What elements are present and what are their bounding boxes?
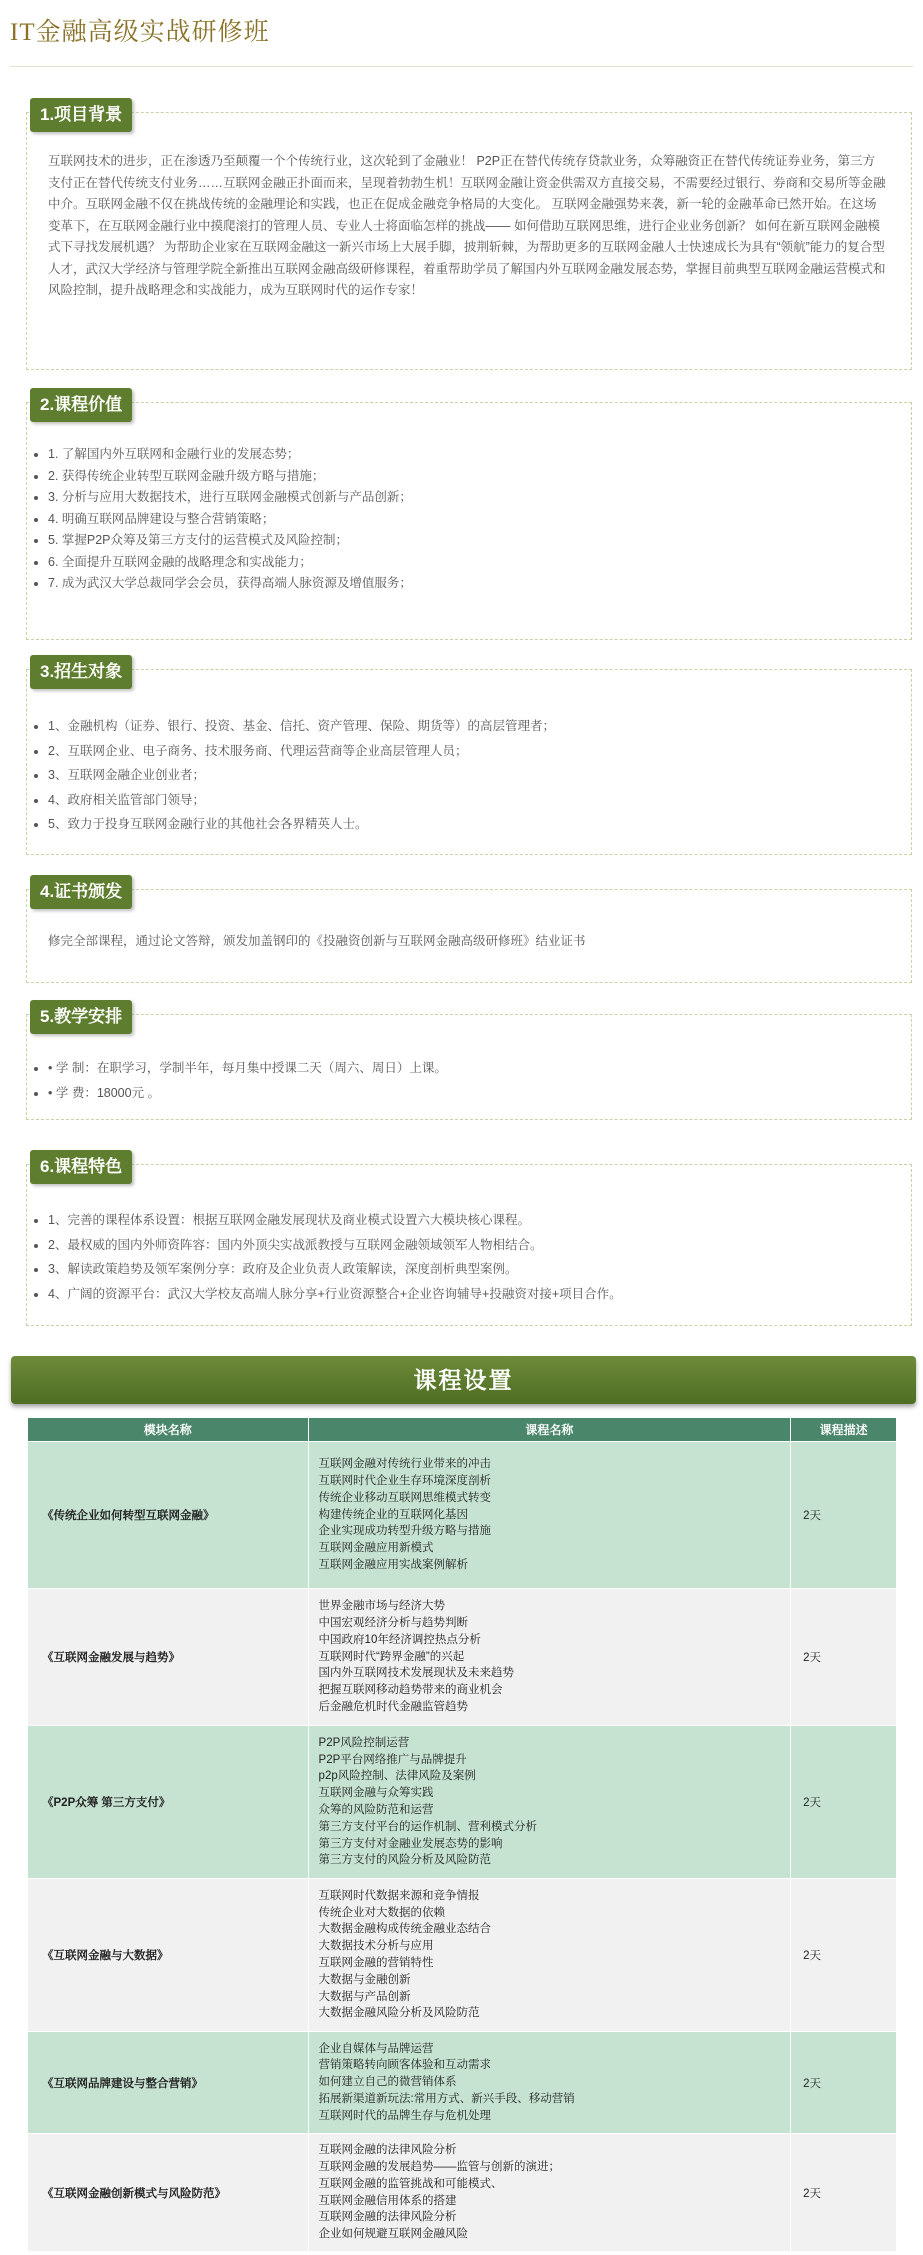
module-name: 《互联网金融创新模式与风险防范》 <box>28 2134 309 2252</box>
module-name: 《互联网金融与大数据》 <box>28 1879 309 2032</box>
section-paragraph <box>48 151 886 302</box>
course-item: 互联网金融应用新模式 <box>318 1542 434 1555</box>
list-item: • 2. 获得传统企业转型互联网金融升级方略与措施； <box>48 466 886 488</box>
course-item: 第三方支付平台的运作机制、营利模式分析 <box>318 1820 538 1833</box>
course-item: 传统企业移动互联网思维模式转变 <box>318 1491 492 1504</box>
course-item: P2P风险控制运营 <box>318 1736 410 1749</box>
table-header-row <box>28 1418 897 1442</box>
section-value <box>12 388 912 640</box>
course-item: 互联网时代“跨界金融”的兴起 <box>318 1650 465 1663</box>
section-features <box>12 1150 912 1326</box>
course-desc: 2天 <box>791 1879 897 2032</box>
list-item: • 2、最权威的国内外师资阵容：国内外顶尖实战派教授与互联网金融领域领军人物相结合。 <box>48 1233 886 1258</box>
list-item: • 4. 明确互联网品牌建设与整合营销策略； <box>48 509 886 531</box>
course-item: 众筹的风险防范和运营 <box>318 1804 434 1816</box>
course-item: 企业自媒体与品牌运营 <box>318 2042 434 2055</box>
section-title: 5.教学安排 <box>30 1000 132 1034</box>
course-item: 互联网金融的营销特性 <box>318 1957 434 1969</box>
module-name: 《P2P众筹 第三方支付》 <box>28 1726 309 1879</box>
title-divider <box>10 66 913 67</box>
list-item: • 7. 成为武汉大学总裁同学会会员，获得高端人脉资源及增值服务； <box>48 573 886 595</box>
course-item: 互联网金融的法律风险分析 <box>318 2211 457 2224</box>
course-item: 互联网金融信用体系的搭建 <box>318 2194 457 2207</box>
course-table <box>27 1417 897 2252</box>
section-background <box>12 98 912 370</box>
course-item: 互联网金融对传统行业带来的冲击 <box>318 1458 492 1471</box>
course-item: 互联网时代数据来源和竞争情报 <box>318 1889 480 1902</box>
course-list <box>308 1879 791 2032</box>
page-title: IT金融高级实战研修班 <box>10 19 270 46</box>
course-item: 中国宏观经济分析与趋势判断 <box>318 1617 469 1629</box>
course-item: 中国政府10年经济调控热点分析 <box>318 1633 481 1646</box>
course-desc: 2天 <box>791 1442 897 1589</box>
course-item: 营销策略转向顾客体验和互动需求 <box>318 2059 492 2072</box>
course-list <box>308 1589 791 1726</box>
course-item: 互联网金融的监管挑战和可能模式、 <box>318 2177 503 2190</box>
course-list <box>308 2032 791 2134</box>
course-item: 企业如何规避互联网金融风险 <box>318 2228 469 2241</box>
module-name: 《互联网品牌建设与整合营销》 <box>28 2032 309 2134</box>
course-item: 构建传统企业的互联网化基因 <box>318 1508 469 1521</box>
table-row <box>28 1589 897 1726</box>
course-item: 第三方支付对金融业发展态势的影响 <box>318 1837 503 1850</box>
list-item: • 1、金融机构（证券、银行、投资、基金、信托、资产管理、保险、期货等）的高层管理者； <box>48 714 886 739</box>
features-list <box>48 1208 886 1306</box>
list-item: • • 学 制：在职学习，学制半年，每月集中授课二天（周六、周日）上课。 <box>48 1056 886 1081</box>
section-title: 2.课程价值 <box>30 388 132 422</box>
list-item: • 3、解读政策趋势及领军案例分享：政府及企业负责人政策解读，深度剖析典型案例。 <box>48 1257 886 1282</box>
list-item: • 4、广阔的资源平台：武汉大学校友高端人脉分享+行业资源整合+企业咨询辅导+投融资对接+项目合作。 <box>48 1282 886 1307</box>
list-item: • 5、致力于投身互联网金融行业的其他社会各界精英人士。 <box>48 812 886 837</box>
course-desc: 2天 <box>791 2134 897 2252</box>
course-item: 世界金融市场与经济大势 <box>318 1600 446 1613</box>
background-text: 互联网技术的进步，正在渗透乃至颠覆一个个传统行业，这次轮到了金融业！ P2P正在替代传统存贷款业务，众筹融资正在替代传统证券业务，第三方支付正在替代传统支付业务……互联网金融正扑面而来，呈现着勃勃生机！互联网金融让资金供需双方直接交易，不需要经过银行、券商和交易所等金融中介。互联网金融不仅在挑战传统的金融理论和实践，也正在促成金融竞争格局的大变化。 互联网金融强势来袭，新一轮的金融革命已然开始。在这场变革下，在互联网金融行业中摸爬滚打的管理人员、专业人士将面临怎样的挑战—— 如何借助互联网思维，进行企业业务创新？ 如何在新互联网金融模式下寻找发展机遇？ 为帮助企业家在互联网金融这一新兴市场上大展手脚，披荆斩棘，为帮助更多的互联网金融人士快速成长为具有“领航”能力的复合型人才，武汉大学经济与管理学院全新推出互联网金融高级研修课程，着重帮助学员了解国内外互联网金融发展态势，掌握目前典型互联网金融运营模式和风险控制，提升战略理念和实战能力，成为互联网时代的运作专家！ <box>48 154 886 297</box>
column-header-course: 课程名称 <box>308 1418 791 1442</box>
course-desc: 2天 <box>791 1589 897 1726</box>
list-item: • 1、完善的课程体系设置：根据互联网金融发展现状及商业模式设置六大模块核心课程。 <box>48 1208 886 1233</box>
course-item: 互联网时代的品牌生存与危机处理 <box>318 2109 492 2122</box>
course-item: 互联网金融应用实战案例解析 <box>318 1558 469 1571</box>
course-item: 企业实现成功转型升级方略与措施 <box>318 1525 492 1538</box>
column-header-desc: 课程描述 <box>791 1418 897 1442</box>
course-item: 传统企业对大数据的依赖 <box>318 1906 446 1919</box>
table-row <box>28 2032 897 2134</box>
course-item: 后金融危机时代金融监管趋势 <box>318 1700 469 1713</box>
course-item: 互联网金融的法律风险分析 <box>318 2144 457 2157</box>
course-desc: 2天 <box>791 1726 897 1879</box>
list-item: • • 学 费：18000元 。 <box>48 1081 886 1106</box>
column-header-module: 模块名称 <box>28 1418 309 1442</box>
course-item: 如何建立自己的微营销体系 <box>318 2076 457 2089</box>
course-item: P2P平台网络推广与品牌提升 <box>318 1753 467 1766</box>
course-item: 国内外互联网技术发展现状及未来趋势 <box>318 1667 515 1680</box>
section-title: 3.招生对象 <box>30 655 132 689</box>
course-list <box>308 2134 791 2252</box>
certificate-text: 修完全部课程，通过论文答辩，颁发加盖钢印的《投融资创新与互联网金融高级研修班》结业证书 <box>48 934 586 948</box>
course-item: 大数据技术分析与应用 <box>318 1940 434 1953</box>
course-list <box>308 1442 791 1589</box>
section-paragraph <box>48 931 886 952</box>
table-row <box>28 1442 897 1589</box>
table-row <box>28 1879 897 2032</box>
section-audience <box>12 655 912 855</box>
list-item: • 2、互联网企业、电子商务、技术服务商、代理运营商等企业高层管理人员； <box>48 739 886 764</box>
section-title: 4.证书颁发 <box>30 875 132 909</box>
course-item: 大数据与金融创新 <box>318 1973 411 1986</box>
course-item: 互联网时代企业生存环境深度剖析 <box>318 1475 492 1487</box>
course-settings-banner: 课程设置 <box>11 1356 916 1404</box>
list-item: • 3、互联网金融企业创业者； <box>48 763 886 788</box>
course-item: 把握互联网移动趋势带来的商业机会 <box>318 1684 503 1697</box>
course-item: 拓展新渠道新玩法:常用方式、新兴手段、移动营销 <box>318 2092 575 2105</box>
course-list <box>308 1726 791 1879</box>
value-list <box>48 444 886 595</box>
table-row <box>28 2134 897 2252</box>
list-item: • 1. 了解国内外互联网和金融行业的发展态势； <box>48 444 886 466</box>
course-item: 互联网金融与众筹实践 <box>318 1787 434 1800</box>
list-item: • 5. 掌握P2P众筹及第三方支付的运营模式及风险控制； <box>48 530 886 552</box>
list-item: • 4、政府相关监管部门领导； <box>48 788 886 813</box>
course-item: 大数据与产品创新 <box>318 1990 411 2003</box>
course-item: 大数据金融构成传统金融业态结合 <box>318 1923 492 1936</box>
schedule-list <box>48 1056 886 1106</box>
course-item: 大数据金融风险分析及风险防范 <box>318 2007 480 2020</box>
section-certificate <box>12 875 912 983</box>
module-name: 《传统企业如何转型互联网金融》 <box>28 1442 309 1589</box>
course-item: 互联网金融的发展趋势——监管与创新的演进； <box>318 2160 561 2173</box>
course-desc: 2天 <box>791 2032 897 2134</box>
section-title: 6.课程特色 <box>30 1150 132 1184</box>
section-schedule <box>12 1000 912 1120</box>
section-title: 1.项目背景 <box>30 98 132 132</box>
module-name: 《互联网金融发展与趋势》 <box>28 1589 309 1726</box>
course-item: 第三方支付的风险分析及风险防范 <box>318 1854 492 1867</box>
list-item: • 6. 全面提升互联网金融的战略理念和实战能力； <box>48 552 886 574</box>
list-item: • 3. 分析与应用大数据技术，进行互联网金融模式创新与产品创新； <box>48 487 886 509</box>
course-item: p2p风险控制、法律风险及案例 <box>318 1770 476 1783</box>
audience-list <box>48 714 886 837</box>
table-row <box>28 1726 897 1879</box>
